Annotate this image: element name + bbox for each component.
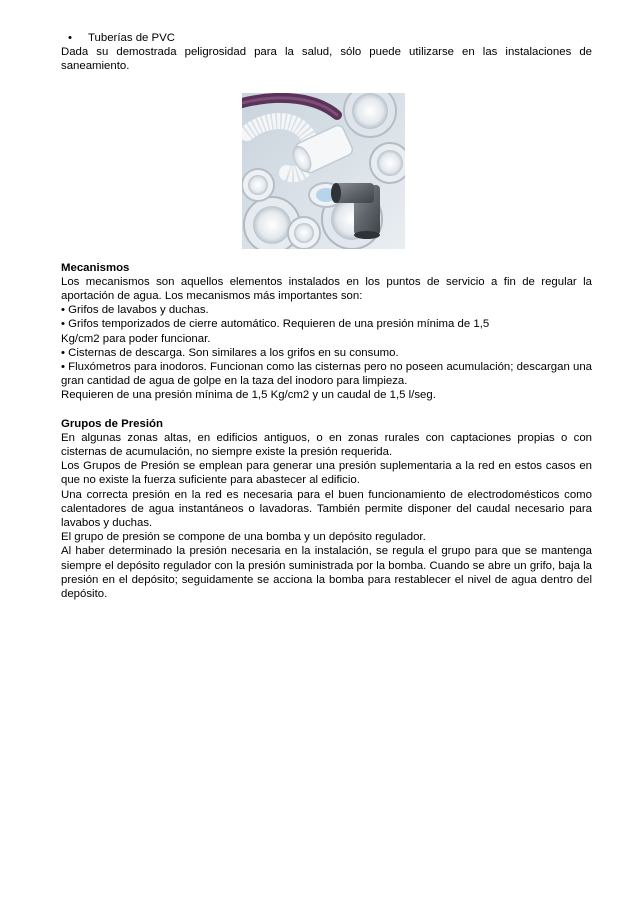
grupos-paragraph-4: El grupo de presión se compone de una bomba y un depósito regulador. — [61, 531, 426, 544]
grupos-paragraph-2: Los Grupos de Presión se emplean para generar una presión suplementaria a la red en estos casos en que no existe la fuerza suficiente para abastecer al edificio. — [61, 460, 592, 487]
pvc-title: Tuberías de PVC — [88, 32, 175, 44]
mecanismos-requirements: Requieren de una presión mínima de 1,5 Kg/cm2 y un caudal de 1,5 l/seg. — [61, 389, 436, 402]
grupos-paragraph-5: Al haber determinado la presión necesaria en la instalación, se regula el grupo para que se mantenga siempre el depósito regulador con la presión suministrada por la bomba. Cuando se abre un grifo, baja la presión en el depósito; seguidamente se acciona la bomba para restablecer el nivel de agua dentro del depósito. — [61, 545, 592, 601]
grupos-paragraph-1: En algunas zonas altas, en edificios antiguos, o en zonas rurales con captaciones propias o con cisternas de acumulación, no siempre existe la presión requerida. — [61, 431, 592, 459]
section-spacer — [61, 403, 592, 417]
bullet-icon: • — [68, 32, 72, 44]
mecanismos-item-fluxometros: • Fluxómetros para inodoros. Funcionan como las cisternas pero no poseen acumulación; descargan una gran cantidad de agua de golpe en la taza del inodoro para limpieza. — [61, 361, 592, 388]
pvc-pipes-illustration — [242, 93, 405, 249]
mecanismos-item-grifos: • Grifos de lavabos y duchas. — [61, 304, 209, 317]
grupos-heading: Grupos de Presión — [61, 417, 163, 430]
mecanismos-intro: Los mecanismos son aquellos elementos instalados en los puntos de servicio a fin de regular la aportación de agua. Los mecanismos más importantes son: — [61, 275, 592, 303]
mecanismos-item-cisternas: • Cisternas de descarga. Son similares a los grifos en su consumo. — [61, 346, 399, 359]
document-body — [61, 31, 592, 601]
mecanismos-heading: Mecanismos — [61, 261, 130, 274]
grupos-paragraph-3: Una correcta presión en la red es necesaria para el buen funcionamiento de electrodomésticos como calentadores de agua instantáneos o lavadoras. También permite disponer del caudal necesario para lavabos y duchas. — [61, 488, 592, 530]
pvc-pipes-photo — [242, 93, 405, 249]
mecanismos-item-temporizados: • Grifos temporizados de cierre automático. Requieren de una presión mínima de 1,5 — [61, 318, 490, 331]
pvc-bullet-item — [61, 31, 592, 45]
pvc-description: Dada su demostrada peligrosidad para la salud, sólo puede utilizarse en las instalaciones de saneamiento. — [61, 46, 592, 73]
mecanismos-item-temporizados-cont: Kg/cm2 para poder funcionar. — [61, 332, 211, 345]
